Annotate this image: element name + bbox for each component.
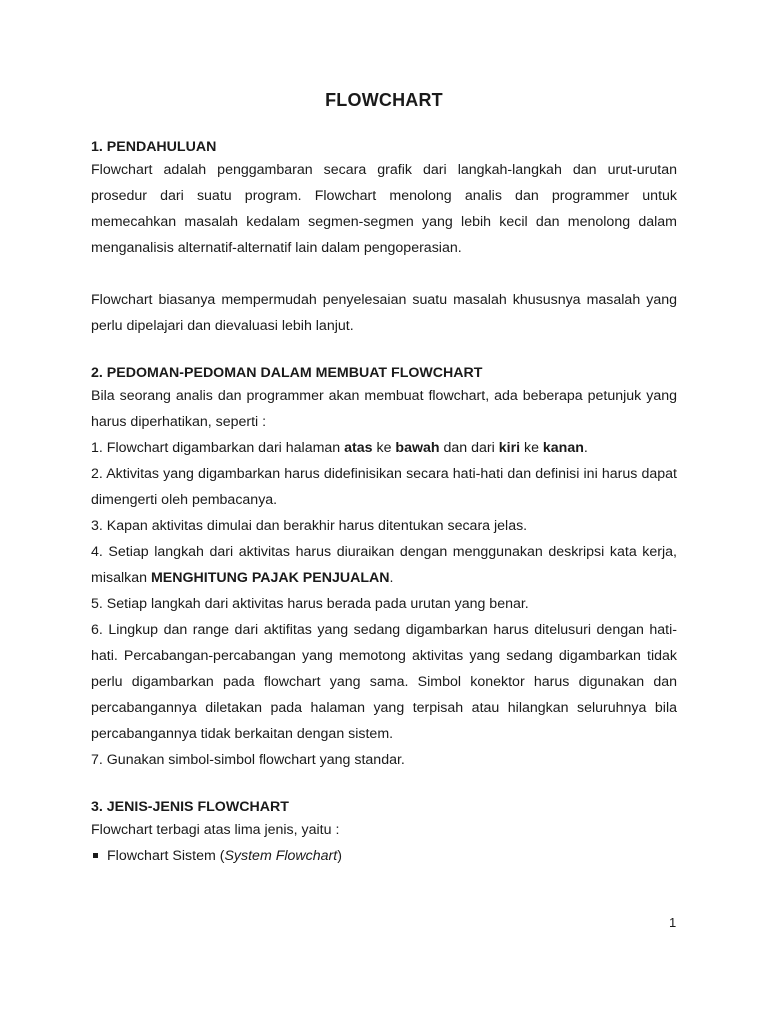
section-heading-jenis: 3. JENIS-JENIS FLOWCHART [91,799,289,815]
guideline-item-1: 1. Flowchart digambarkan dari halaman atas ke bawah dan dari kiri ke kanan. [91,440,588,456]
list-item-system-flowchart: Flowchart Sistem (System Flowchart) [91,843,677,869]
guideline-item-7: 7. Gunakan simbol-simbol flowchart yang standar. [91,752,405,768]
guideline-item-4: 4. Setiap langkah dari aktivitas harus diuraikan dengan menggunakan deskripsi kata kerja, misalkan MENGHITUNG PAJAK PENJUALAN. [91,544,677,586]
section-heading-pendahuluan: 1. PENDAHULUAN [91,139,217,155]
guideline-item-5: 5. Setiap langkah dari aktivitas harus berada pada urutan yang benar. [91,596,529,612]
guideline-item-3: 3. Kapan aktivitas dimulai dan berakhir harus ditentukan secara jelas. [91,518,528,534]
document-body [91,137,677,869]
guideline-item-6: 6. Lingkup dan range dari aktifitas yang sedang digambarkan harus ditelusuri dengan hati-hati. Percabangan-percabangan yang memotong aktivitas yang sedang digambarkan tidak perlu digambarkan pada flowchart yang sama. Simbol konektor harus digunakan dan percabangannya diletakan pada halaman yang terpisah atau hilangkan seluruhnya bila percabangannya tidak berkaitan dengan sistem. [91,622,677,742]
document-title: FLOWCHART [325,90,443,110]
paragraph-definition: Flowchart adalah penggambaran secara grafik dari langkah-langkah dan urut-urutan prosedur dari suatu program. Flowchart menolong analis dan programmer untuk memecahkan masalah kedalam segmen-segmen yang lebih kecil dan menolong dalam menganalisis alternatif-alternatif lain dalam pengoperasian. [91,162,677,256]
square-bullet-icon [93,853,98,858]
section-heading-pedoman: 2. PEDOMAN-PEDOMAN DALAM MEMBUAT FLOWCHART [91,365,483,381]
paragraph-types-intro: Flowchart terbagi atas lima jenis, yaitu : [91,822,340,838]
paragraph-benefit: Flowchart biasanya mempermudah penyelesaian suatu masalah khususnya masalah yang perlu dipelajari dan dievaluasi lebih lanjut. [91,292,677,334]
guideline-item-2: 2. Aktivitas yang digambarkan harus didefinisikan secara hati-hati dan definisi ini harus dapat dimengerti oleh pembacanya. [91,466,677,508]
page-number: 1 [669,915,677,930]
paragraph-guidelines-intro: Bila seorang analis dan programmer akan membuat flowchart, ada beberapa petunjuk yang harus diperhatikan, seperti : [91,388,677,430]
